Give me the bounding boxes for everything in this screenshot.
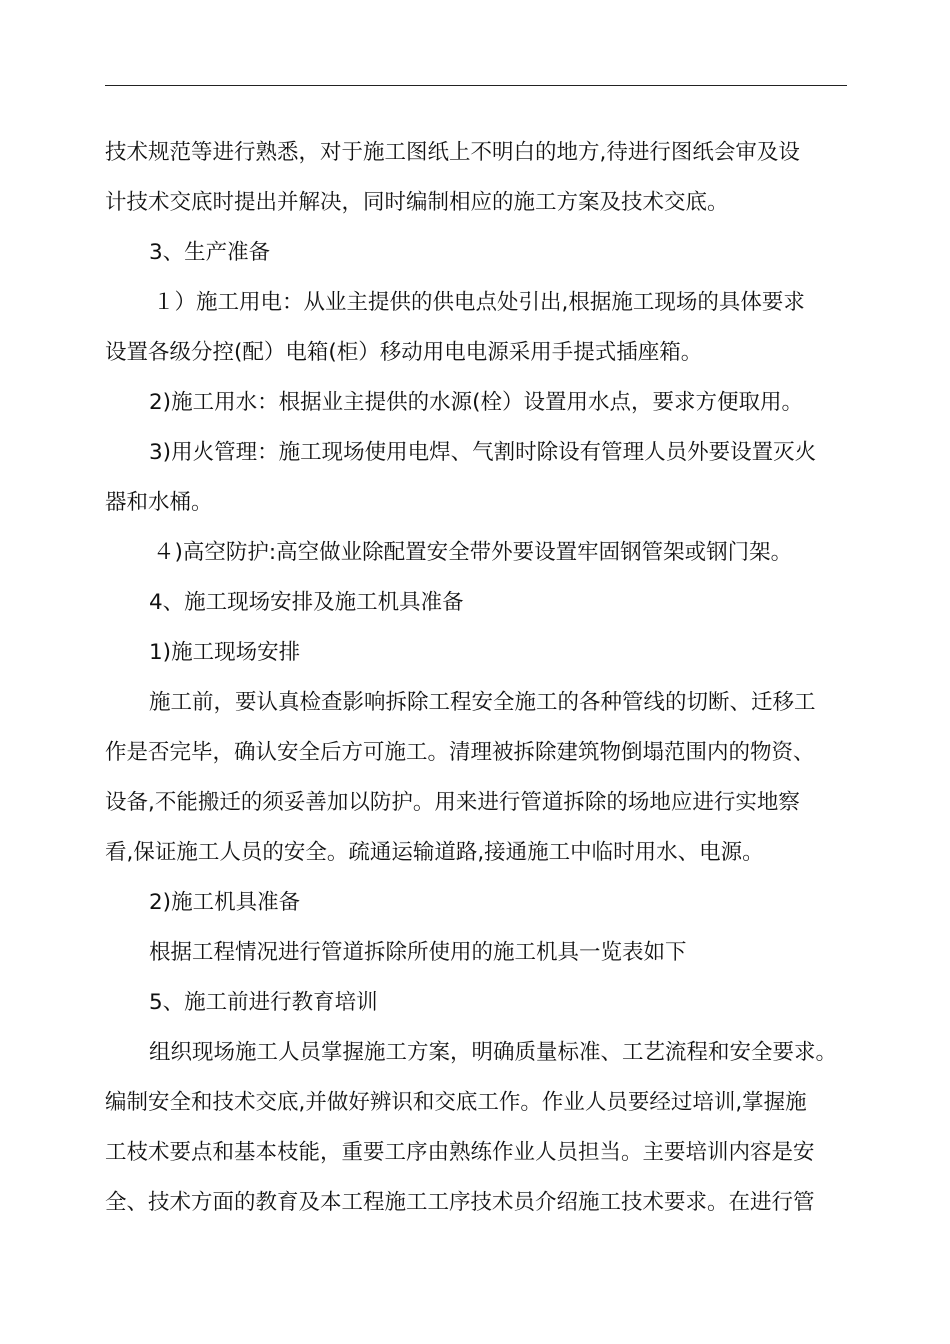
subsection-heading: 2)施工机具准备 bbox=[149, 890, 301, 915]
paragraph-line: 计技术交底时提出并解决，同时编制相应的施工方案及技术交底。 bbox=[105, 190, 729, 215]
paragraph-line: 技术规范等进行熟悉，对于施工图纸上不明白的地方,待进行图纸会审及设 bbox=[105, 140, 800, 165]
section-heading: 5、施工前进行教育培训 bbox=[149, 990, 378, 1015]
paragraph-line: 设备,不能搬迁的须妥善加以防护。用来进行管道拆除的场地应进行实地察 bbox=[105, 790, 800, 815]
paragraph-line: 3)用火管理：施工现场使用电焊、气割时除设有管理人员外要设置灭火 bbox=[149, 440, 817, 465]
paragraph-line: 作是否完毕，确认安全后方可施工。清理被拆除建筑物倒塌范围内的物资、 bbox=[105, 740, 815, 765]
paragraph-line: ４)高空防护:高空做业除配置安全带外要设置牢固钢管架或钢门架。 bbox=[153, 540, 793, 565]
body-text bbox=[105, 128, 847, 1228]
paragraph-line: 编制安全和技术交底,并做好辨识和交底工作。作业人员要经过培训,掌握施 bbox=[105, 1090, 807, 1115]
paragraph-line: 根据工程情况进行管道拆除所使用的施工机具一览表如下 bbox=[149, 940, 687, 965]
subsection-heading: 1)施工现场安排 bbox=[149, 640, 301, 665]
paragraph-line: 施工前，要认真检查影响拆除工程安全施工的各种管线的切断、迁移工 bbox=[149, 690, 816, 715]
paragraph-line: 看,保证施工人员的安全。疏通运输道路,接通施工中临时用水、电源。 bbox=[105, 840, 764, 865]
paragraph-line: 器和水桶。 bbox=[105, 490, 213, 515]
paragraph-line: 2)施工用水：根据业主提供的水源(栓）设置用水点，要求方便取用。 bbox=[149, 390, 803, 415]
paragraph-line: 组织现场施工人员掌握施工方案，明确质量标准、工艺流程和安全要求。 bbox=[149, 1040, 838, 1065]
paragraph-line: 全、技术方面的教育及本工程施工工序技术员介绍施工技术要求。在进行管 bbox=[105, 1190, 815, 1215]
section-heading: 3、生产准备 bbox=[149, 240, 271, 265]
section-heading: 4、施工现场安排及施工机具准备 bbox=[149, 590, 464, 615]
header-rule bbox=[105, 85, 847, 86]
paragraph-line: 设置各级分控(配）电箱(柜）移动用电电源采用手提式插座箱。 bbox=[105, 340, 703, 365]
paragraph-line: １）施工用电：从业主提供的供电点处引出,根据施工现场的具体要求 bbox=[153, 290, 805, 315]
paragraph-line: 工枝术要点和基本枝能，重要工序由熟练作业人员担当。主要培训内容是安 bbox=[105, 1140, 815, 1165]
